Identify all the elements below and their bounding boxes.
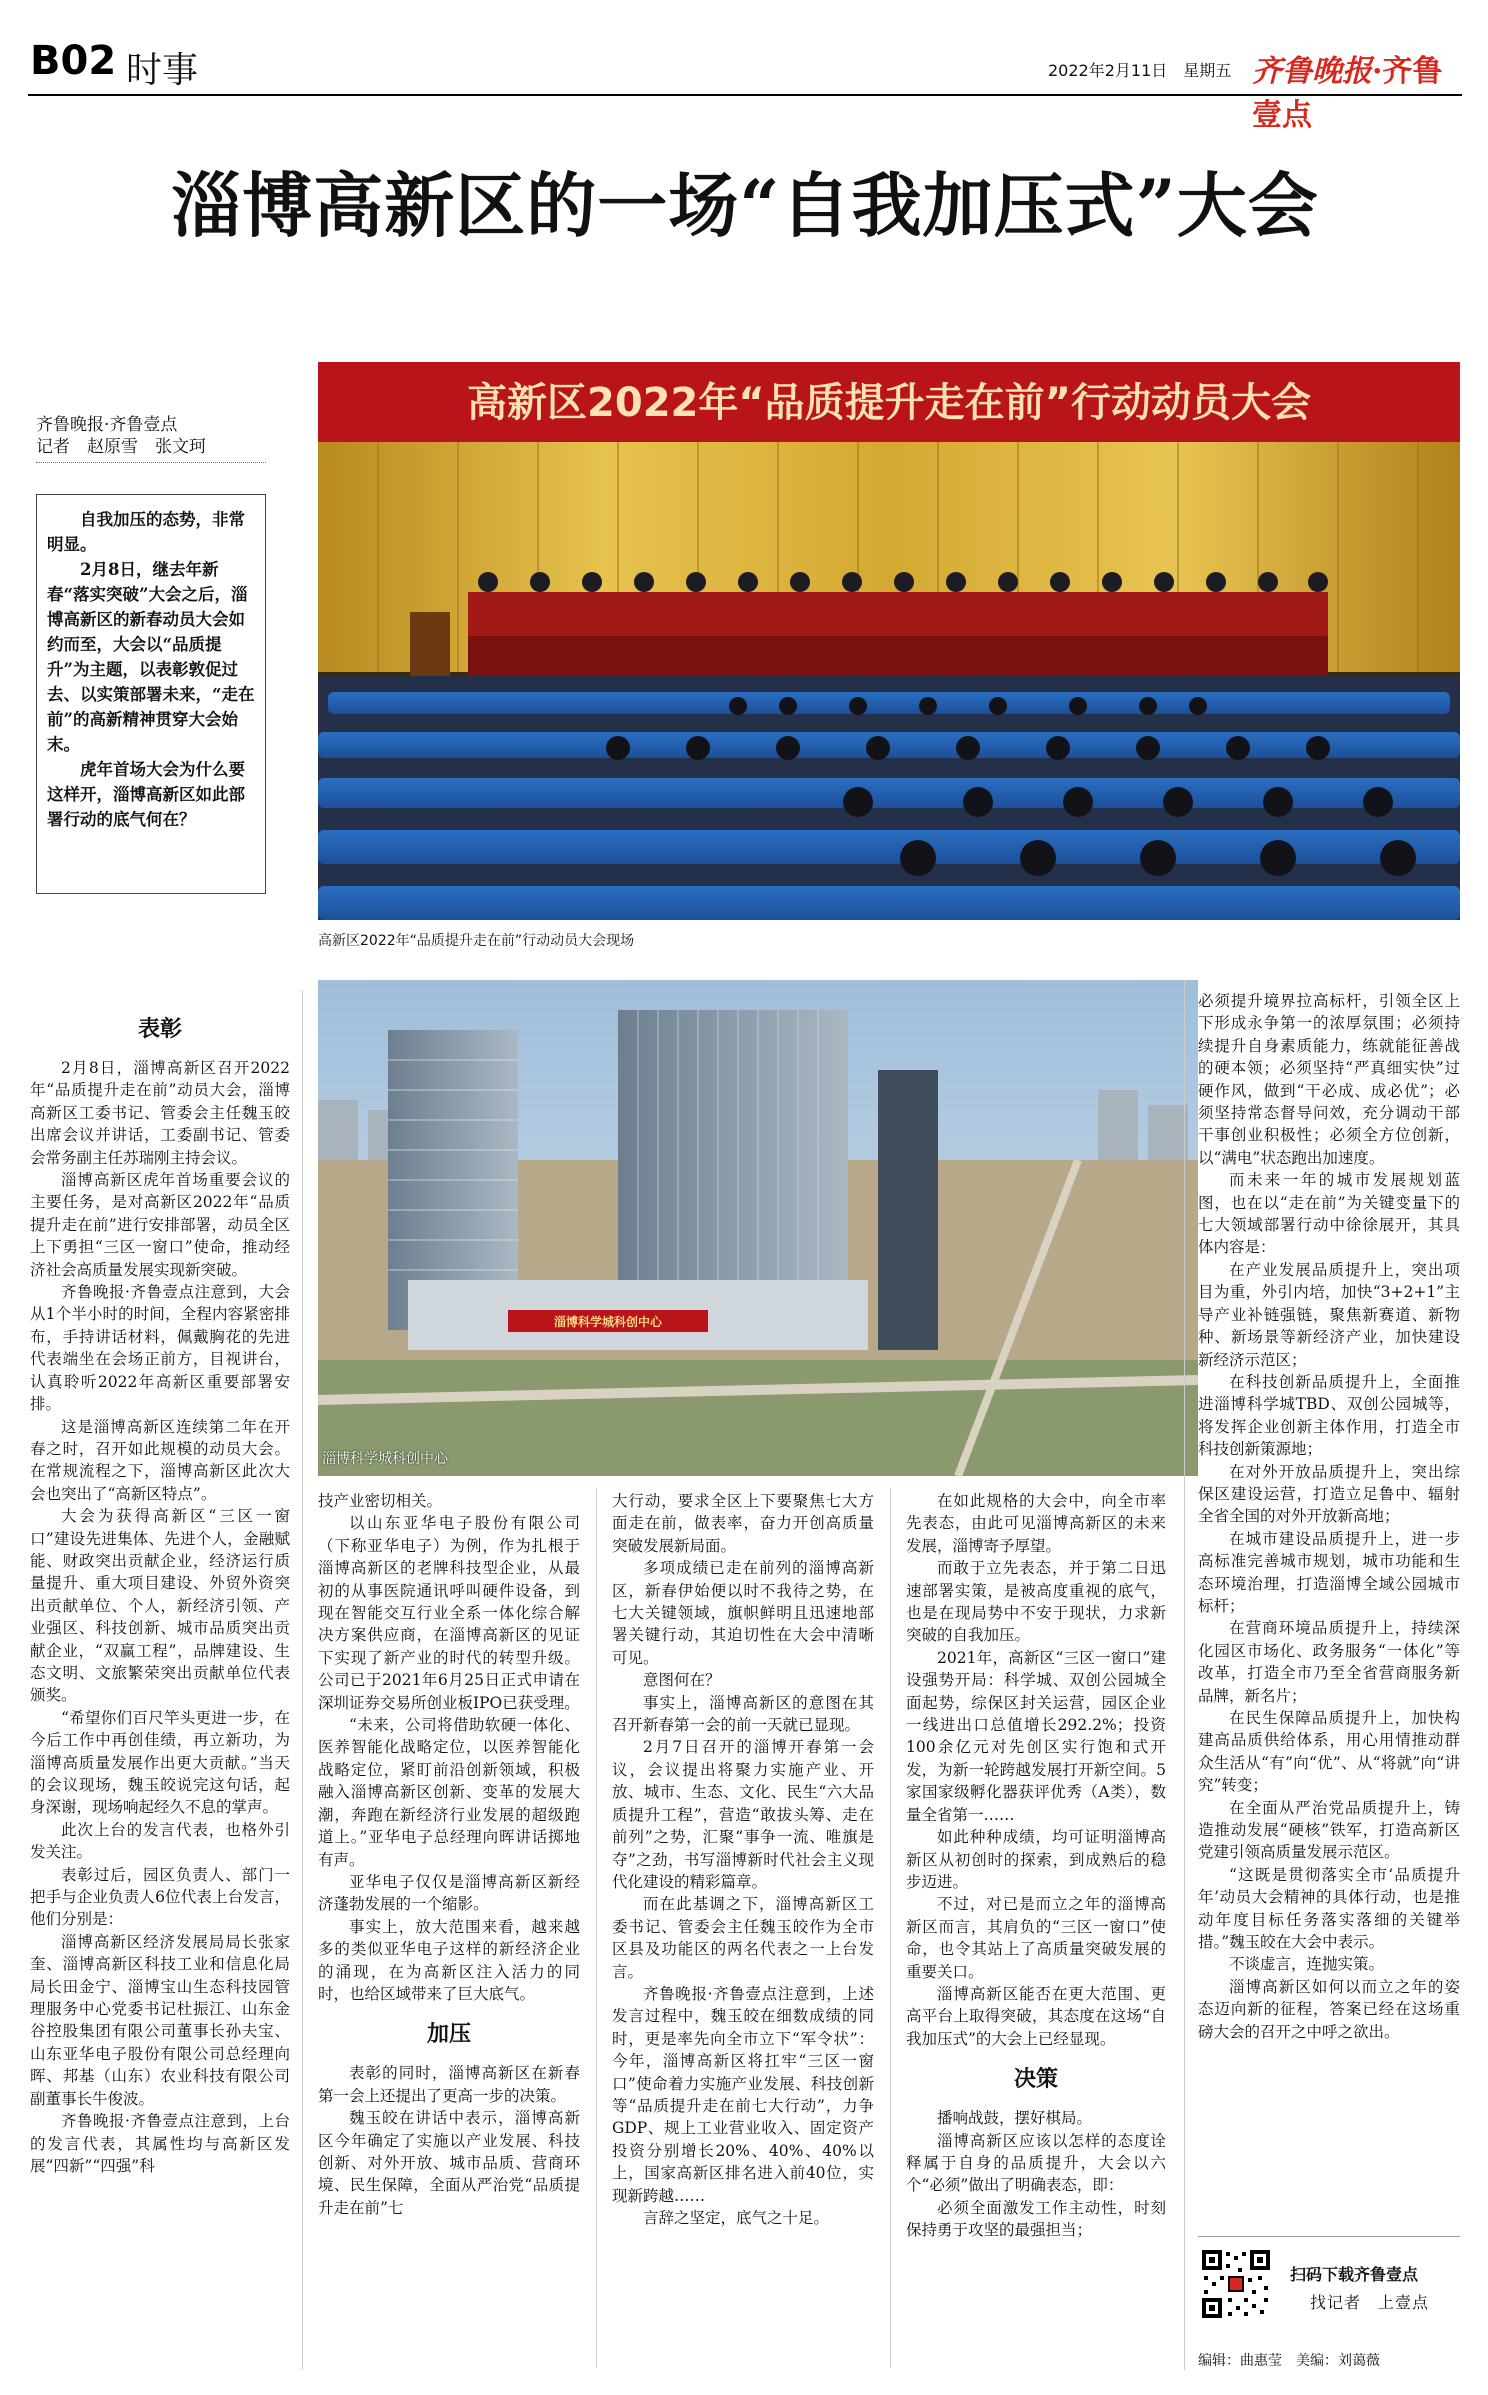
paragraph: 播响战鼓，摆好棋局。 bbox=[937, 2109, 1093, 2128]
newspaper-logo bbox=[1252, 46, 1460, 134]
paragraph: 不过，对已是而立之年的淄博高新区而言，其肩负的“三区一窗口”使命，也令其站上了高质量突破发展的重要关口。 bbox=[906, 1895, 1166, 1981]
paragraph: 此次上台的发言代表，也格外引发关注。 bbox=[30, 1820, 290, 1862]
paragraph: 而未来一年的城市发展规划蓝图，也在以“走在前”为关键变量下的七大领域部署行动中徐徐展开，其具体内容是： bbox=[1198, 1171, 1460, 1257]
paragraph: 这是淄博高新区连续第二年在开春之时，召开如此规模的动员大会。在常规流程之下，淄博高新区此次大会也突出了“高新区特点”。 bbox=[30, 1417, 290, 1503]
column-rule bbox=[596, 1488, 597, 2368]
paragraph: 在产业发展品质提升上，突出项目为重，外引内培，加快“3+2+1”主导产业补链强链，聚焦新赛道、新物种、新场景等新经济产业，加快建设新经济示范区； bbox=[1198, 1260, 1460, 1369]
paragraph: “这既是贯彻落实全市‘品质提升年’动员大会精神的具体行动，也是推动年度目标任务落实落细的关键举措。”魏玉皎在大会中表示。 bbox=[1198, 1865, 1460, 1952]
byline-outlet: 齐鲁晚报·齐鲁壹点 bbox=[36, 415, 178, 435]
photo-caption: 淄博科学城科创中心 bbox=[322, 1451, 448, 1467]
intro-paragraph: 2月8日，继去年新春“落实突破”大会之后，淄博高新区的新春动员大会如约而至，大会以“品质提升”为主题，以表彰敦促过去、以实策部署未来，“走在前”的高新精神贯穿大会始末。 bbox=[47, 560, 255, 754]
page-header bbox=[30, 38, 1460, 133]
paragraph: 在营商环境品质提升上，持续深化园区市场化、政务服务“一体化”等改革，打造全市乃至全省营商服务新品牌，新名片； bbox=[1198, 1619, 1460, 1705]
paragraph: 淄博高新区虎年首场重要会议的主要任务，是对高新区2022年“品质提升走在前”进行安排部署，动员全区上下勇担“三区一窗口”使命，推动经济社会高质量发展实现新突破。 bbox=[30, 1171, 290, 1279]
conference-photo bbox=[318, 362, 1460, 920]
intro-box bbox=[36, 494, 266, 894]
byline bbox=[36, 414, 266, 458]
paragraph: 淄博高新区应该以怎样的态度诠释属于自身的品质提升，大会以六个“必须”做出了明确表态，即： bbox=[906, 2131, 1166, 2195]
subheading-jiaya: 加压 bbox=[426, 2022, 471, 2048]
conference-illustration bbox=[318, 362, 1460, 920]
paragraph: 淄博高新区经济发展局局长张家奎、淄博高新区科技工业和信息化局局长田金宁、淄博宝山生态科技园管理服务中心党委书记杜振江、山东金谷控股集团有限公司董事长孙夫宝、山东亚华电子股份有限公司总经理向晖、邦基（山东）农业科技有限公司副董事长牛俊波。 bbox=[30, 1932, 290, 2108]
paragraph: “希望你们百尺竿头更进一步，在今后工作中再创佳绩，再立新功，为淄博高质量发展作出更大贡献。”当天的会议现场，魏玉皎说完这句话，起身深谢，现场响起经久不息的掌声。 bbox=[30, 1708, 290, 1817]
paragraph: 多项成绩已走在前列的淄博高新区，新春伊始便以时不我待之势，在七大关键领域，旗帜鲜明且迅速地部署关键行动，其迫切性在大会中清晰可见。 bbox=[612, 1559, 874, 1667]
editor-credits: 编辑：曲惠莹 美编：刘蔼薇 bbox=[1198, 2353, 1380, 2369]
side-tower bbox=[878, 1070, 938, 1350]
paragraph: 齐鲁晚报·齐鲁壹点注意到，上述发言过程中，魏玉皎在细数成绩的同时，更是率先向全市立下“军令状”：今年，淄博高新区将扛牢“三区一窗口”使命着力实施产业发展、科技创新等“品质提升走在前七大行动”，力争GDP、规上工业营业收入、固定资产投资分别增长20%、40%、40%以上，国家高新区排名进入前40位，实现新跨越…… bbox=[612, 1984, 874, 2205]
building-illustration bbox=[318, 980, 1198, 1476]
paragraph: 言辞之坚定，底气之十足。 bbox=[643, 2209, 830, 2227]
paragraph: 在全面从严治党品质提升上，铸造推动发展“硬核”铁军，打造高新区党建引领高质量发展示范区。 bbox=[1198, 1798, 1460, 1862]
head-table bbox=[468, 592, 1328, 636]
article-column-3 bbox=[612, 1490, 874, 2366]
paragraph: 不谈虚言，连抛实策。 bbox=[1229, 1955, 1385, 1974]
paragraph: 齐鲁晚报·齐鲁壹点注意到，大会从1个半小时的时间，全程内容紧密排布，手持讲话材料，佩戴胸花的先进代表端坐在会场正前方，目视讲台，认真聆听2022年高新区重要部署安排。 bbox=[30, 1283, 290, 1414]
intro-paragraph: 自我加压的态势，非常明显。 bbox=[47, 510, 245, 554]
paragraph: 如此种种成绩，均可证明淄博高新区从初创时的探索，到成熟后的稳步迈进。 bbox=[906, 1828, 1166, 1891]
issue-date: 2022年2月11日 星期五 bbox=[1048, 61, 1232, 80]
paragraph: 事实上，放大范围来看，越来越多的类似亚华电子这样的新经济企业的涌现，在为高新区注入活力的同时，也给区域带来了巨大底气。 bbox=[318, 1917, 580, 2003]
building-sign: 淄博科学城科创中心 bbox=[553, 1315, 663, 1329]
banner-text: 高新区2022年“品质提升走在前”行动动员大会 bbox=[467, 380, 1311, 426]
footer-rule bbox=[1198, 2236, 1460, 2237]
header-rule bbox=[28, 94, 1462, 96]
column-rule bbox=[302, 990, 303, 2370]
paragraph: “未来，公司将借助软硬一体化、医养智能化战略定位，以医养智能化战略定位，紧盯前沿创新领域，积极融入淄博高新区创新、变革的发展大潮，奔跑在新经济行业发展的超级跑道上。”亚华电子总经理向晖讲话掷地有声。 bbox=[318, 1716, 580, 1869]
paragraph: 亚华电子仅仅是淄博高新区新经济蓬勃发展的一个缩影。 bbox=[318, 1872, 580, 1914]
subheading-juece: 决策 bbox=[1013, 2067, 1058, 2093]
paragraph: 技产业密切相关。 bbox=[318, 1492, 443, 1510]
brand-sub: ·齐鲁壹点 bbox=[1252, 54, 1443, 133]
paragraph: 而敢于立先表态，并于第二日迅速部署实策，是被高度重视的底气，也是在现局势中不安于现状，力求新突破的自我加压。 bbox=[906, 1559, 1166, 1645]
paragraph: 魏玉皎在讲话中表示，淄博高新区今年确定了实施以产业发展、科技创新、对外开放、城市品质、营商环境、民生保障，全面从严治党“品质提升走在前”七 bbox=[318, 2109, 580, 2217]
paragraph: 在科技创新品质提升上，全面推进淄博科学城TBD、双创公园城等，将发挥企业创新主体作用，打造全市科技创新策源地； bbox=[1198, 1372, 1460, 1459]
intro-paragraph: 虎年首场大会为什么要这样开，淄博高新区如此部署行动的底气何在？ bbox=[47, 760, 245, 829]
paragraph: 而在此基调之下，淄博高新区工委书记、管委会主任魏玉皎作为全市区县及功能区的两名代表之一上台发言。 bbox=[612, 1895, 874, 1981]
paragraph: 在如此规格的大会中，向全市率先表态，由此可见淄博高新区的未来发展，淄博寄予厚望。 bbox=[906, 1492, 1166, 1555]
podium bbox=[410, 612, 450, 682]
column-rule bbox=[890, 1488, 891, 2368]
paragraph: 必须全面激发工作主动性，时刻保持勇于攻坚的最强担当； bbox=[906, 2198, 1166, 2240]
paragraph: 2月7日召开的淄博开春第一会议，会议提出将聚力实施产业、开放、城市、生态、文化、民生“六大品质提升工程”，营造“敢拔头筹、走在前列”之势，汇聚“事争一流、唯旗是夺”之劲，书写淄博新时代社会主义现代化建设的精彩篇章。 bbox=[612, 1738, 874, 1891]
byline-reporters: 记者 赵原雪 张文珂 bbox=[36, 437, 206, 457]
paragraph: 在城市建设品质提升上，进一步高标准完善城市规划，城市功能和生态环境治理，打造淄博全域公园城市标杆； bbox=[1198, 1529, 1460, 1615]
paragraph: 必须提升境界拉高标杆，引领全区上下形成永争第一的浓厚氛围；必须持续提升自身素质能力，练就能征善战的硬本领；必须坚持“严真细实快”过硬作风，做到“干必成、成必优”；必须坚持常态督导问效，充分调动干部干事创业积极性；必须全方位创新，以“满电”状态跑出加速度。 bbox=[1198, 992, 1460, 1167]
paragraph: 淄博高新区能否在更大范围、更高平台上取得突破，其态度在这场“自我加压式”的大会上已经显现。 bbox=[906, 1984, 1166, 2048]
paragraph: 淄博高新区如何以而立之年的姿态迈向新的征程，答案已经在这场重磅大会的召开之中呼之欲出。 bbox=[1198, 1977, 1460, 2041]
article-column-5 bbox=[1198, 990, 1460, 2220]
paragraph: 2021年，高新区“三区一窗口”建设强势开局：科学城、双创公园城全面起势，综保区封关运营，园区企业一线进出口总值增长292.2%；投资100余亿元对先创区实行饱和式开发，为新一轮跨越发展打开新空间。5家国家级孵化器获评优秀（A类），数量全省第一…… bbox=[906, 1648, 1166, 1824]
photo-caption: 高新区2022年“品质提升走在前”行动动员大会现场 bbox=[318, 933, 635, 949]
paragraph: 齐鲁晚报·齐鲁壹点注意到，上台的发言代表，其属性均与高新区发展“四新”“四强”科 bbox=[30, 2112, 290, 2175]
paragraph: 在民生保障品质提升上，加快构建高品质供给体系，用心用情推动群众生活从“有”向“优”、从“将就”向“讲究”转变； bbox=[1198, 1709, 1460, 1795]
headline: 淄博高新区的一场“自我加压式”大会 bbox=[171, 164, 1319, 247]
subheading-biaozhang: 表彰 bbox=[137, 1017, 182, 1042]
brand-name: 齐鲁晚报 bbox=[1252, 54, 1372, 89]
article-column-1 bbox=[30, 1000, 290, 2368]
article-column-4 bbox=[906, 1490, 1166, 2366]
paragraph: 大会为获得高新区“三区一窗口”建设先进集体、先进个人，金融赋能、财政突出贡献企业，经济运行质量提升、重大项目建设、外贸外资突出贡献单位、个人，新经济引领、产业强区、科技创新、城市品质突出贡献企业，“双赢工程”，品牌建设、生态文明、文旅繁荣突出贡献单位代表颁奖。 bbox=[30, 1507, 290, 1705]
qr-code-icon[interactable] bbox=[1200, 2248, 1272, 2320]
building-photo bbox=[318, 980, 1198, 1476]
paragraph: 2月8日，淄博高新区召开2022年“品质提升走在前”动员大会，淄博高新区工委书记、管委会主任魏玉皎出席会议并讲话，工委副书记、管委会常务副主任苏瑞刚主持会议。 bbox=[30, 1059, 290, 1167]
byline-rule bbox=[36, 462, 266, 463]
paragraph: 以山东亚华电子股份有限公司（下称亚华电子）为例，作为扎根于淄博高新区的老牌科技型企业，从最初的从事医院通讯呼叫硬件设备，到现在智能交互行业全系一体化综合解决方案供应商，在淄博高新区的见证下实现了新产业的时代的转型升级。公司已于2021年6月25日正式申请在深圳证券交易所创业板IPO已获受理。 bbox=[318, 1514, 580, 1712]
page-number: B02 bbox=[30, 38, 117, 84]
section-name: 时事 bbox=[126, 50, 199, 91]
paragraph: 表彰过后，园区负责人、部门一把手与企业负责人6位代表上台发言，他们分别是： bbox=[30, 1865, 290, 1929]
paragraph: 事实上，淄博高新区的意图在其召开新春第一会的前一天就已显现。 bbox=[612, 1693, 874, 1735]
qr-label: 扫码下载齐鲁壹点 bbox=[1290, 2265, 1419, 2284]
qr-tagline: 找记者 上壹点 bbox=[1310, 2293, 1430, 2312]
column-rule bbox=[1184, 980, 1185, 2370]
article-column-2 bbox=[318, 1490, 580, 2366]
paragraph: 在对外开放品质提升上，突出综保区建设运营，打造立足鲁中、辐射全省全国的对外开放新高地； bbox=[1198, 1462, 1460, 1526]
paragraph: 意图何在？ bbox=[643, 1671, 721, 1690]
paragraph: 表彰的同时，淄博高新区在新春第一会上还提出了更高一步的决策。 bbox=[318, 2064, 580, 2105]
paragraph: 大行动，要求全区上下要聚焦七大方面走在前，做表率，奋力开创高质量突破发展新局面。 bbox=[612, 1492, 874, 1555]
